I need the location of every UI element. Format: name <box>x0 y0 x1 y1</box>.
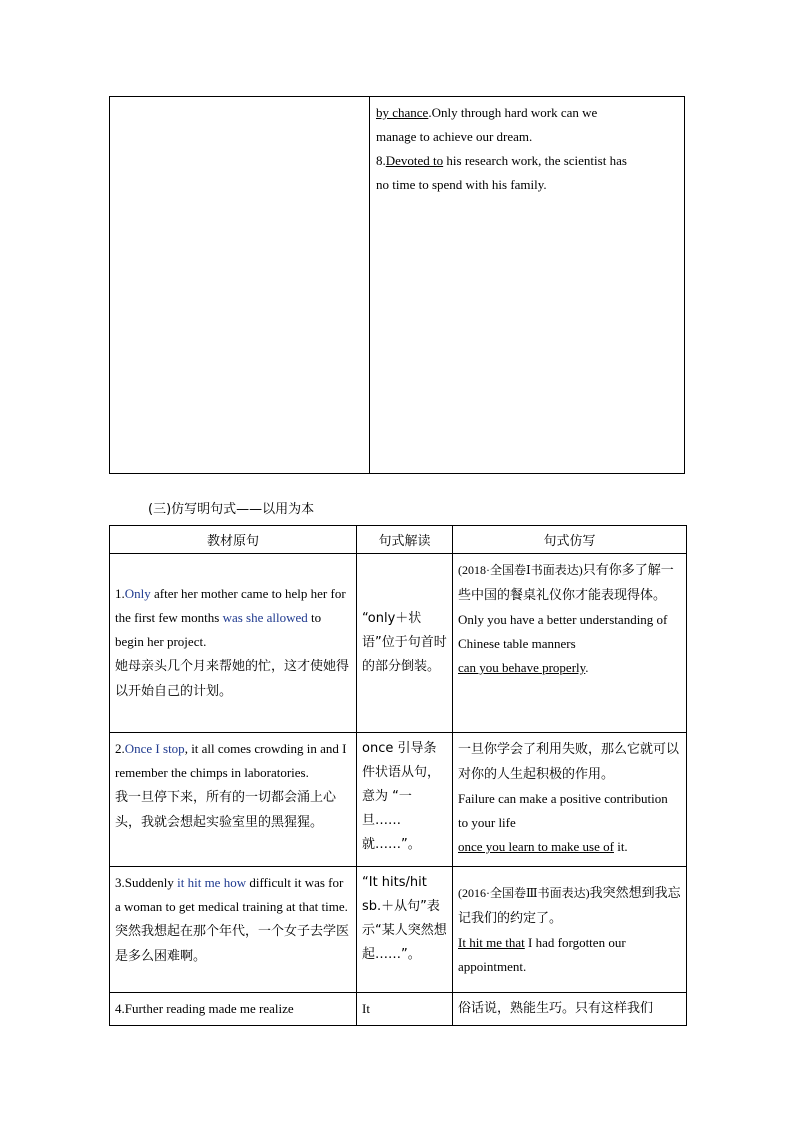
header-imitation: 句式仿写 <box>453 526 687 554</box>
imitation-cell: (2016·全国卷Ⅲ书面表达)我突然想到我忘记我们的约定了。 It hit me that I had forgotten our appointment. <box>453 867 687 993</box>
imitation-cell: (2018·全国卷Ⅰ书面表达)只有你多了解一些中国的餐桌礼仪你才能表现得体。 Only you have a better understanding of Chinese table manners can you behave properly. <box>453 554 687 733</box>
header-row <box>110 526 687 554</box>
table-row <box>110 733 687 867</box>
explanation-cell: It <box>357 993 453 1026</box>
table-row <box>110 993 687 1026</box>
left-cell-empty <box>110 97 370 474</box>
sentence-imitation-table <box>109 525 687 1026</box>
table-row <box>110 867 687 993</box>
header-explanation: 句式解读 <box>357 526 453 554</box>
header-original: 教材原句 <box>110 526 357 554</box>
right-cell-sentences <box>370 97 685 474</box>
section-title: (三)仿写明句式——以用为本 <box>148 502 315 517</box>
explanation-cell: once 引导条件状语从句，意为 “一旦……就……”。 <box>357 733 453 867</box>
table-row <box>110 554 687 733</box>
original-sentence-cell: 1.Only after her mother came to help her for the first few months was she allowed to begin her project. 她母亲头几个月来帮她的忙，这才使她得以开始自己的计划。 <box>110 554 357 733</box>
explanation-cell: “only＋状语”位于句首时的部分倒装。 <box>357 554 453 733</box>
sentence-line: manage to achieve our dream. <box>376 129 533 144</box>
original-sentence-cell: 3.Suddenly it hit me how difficult it was for a woman to get medical training at that time. 突然我想起在那个年代，一个女子去学医是多么困难啊。 <box>110 867 357 993</box>
imitation-cell: 俗话说，熟能生巧。只有这样我们 <box>453 993 687 1026</box>
explanation-cell: “It hits/hit sb.＋从句”表示“某人突然想起……”。 <box>357 867 453 993</box>
sentence-line: 8.Devoted to his research work, the scientist has <box>376 153 627 168</box>
original-sentence-cell: 4.Further reading made me realize <box>110 993 357 1026</box>
continuation-table <box>109 96 685 474</box>
sentence-line: no time to spend with his family. <box>376 177 547 192</box>
original-sentence-cell: 2.Once I stop, it all comes crowding in and I remember the chimps in laboratories. 我一旦停下来，所有的一切都会涌上心头，我就会想起实验室里的黑猩猩。 <box>110 733 357 867</box>
imitation-cell: 一旦你学会了利用失败，那么它就可以对你的人生起积极的作用。 Failure can make a positive contribution to your life once you learn to make use of it. <box>453 733 687 867</box>
sentence-line: by chance.Only through hard work can we <box>376 105 598 120</box>
